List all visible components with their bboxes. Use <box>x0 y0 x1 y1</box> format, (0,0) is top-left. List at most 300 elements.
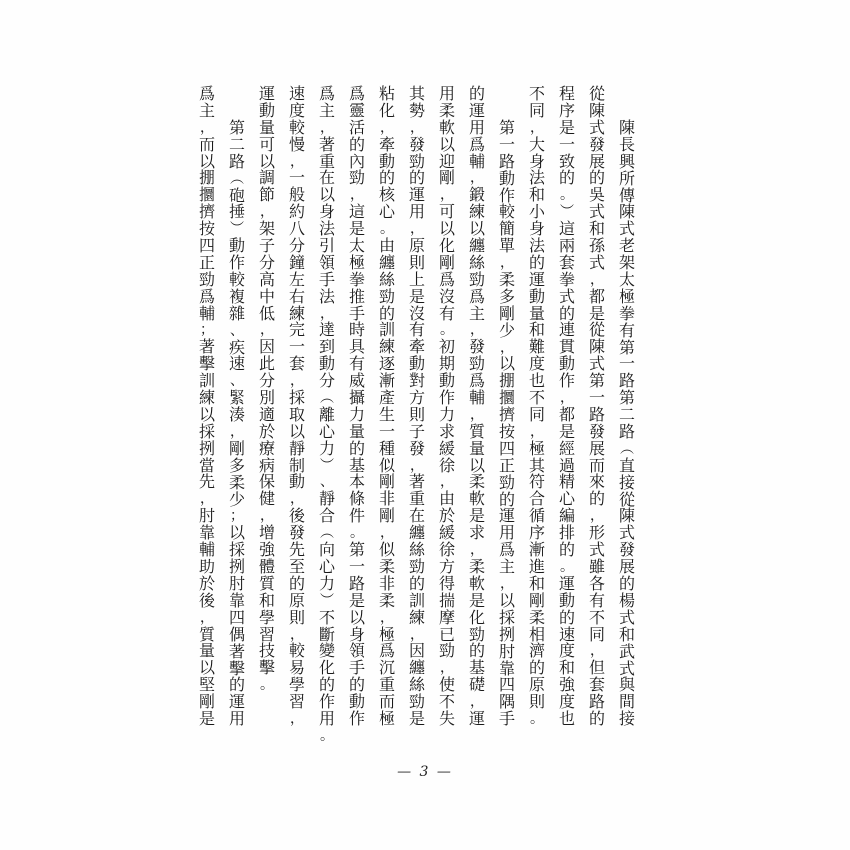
character: 的 <box>378 303 395 323</box>
character: 本 <box>348 472 365 492</box>
character: ， <box>440 187 454 204</box>
character: 的 <box>528 252 545 272</box>
character: 用 <box>438 84 455 103</box>
character: 於 <box>438 506 455 526</box>
character: 種 <box>378 438 395 458</box>
character: 重 <box>408 489 425 509</box>
character: 不 <box>528 84 545 103</box>
character: 爲 <box>318 84 335 103</box>
character: 於 <box>198 573 215 593</box>
character: 的 <box>288 573 305 593</box>
character: 訓 <box>408 590 425 610</box>
character: 擠 <box>198 202 215 222</box>
character: 取 <box>288 404 305 424</box>
character: 一 <box>558 134 575 154</box>
character: 制 <box>288 455 305 475</box>
character: 鐘 <box>288 252 305 272</box>
character: ， <box>500 339 514 356</box>
character: 基 <box>348 455 365 475</box>
character: 排 <box>558 523 575 543</box>
character: ︵ <box>620 440 634 457</box>
character: 從 <box>588 84 605 103</box>
character: 和 <box>528 573 545 593</box>
character: ， <box>470 170 484 187</box>
character: 主 <box>198 100 215 120</box>
character: ︵ <box>230 170 244 187</box>
character: 剛 <box>528 590 545 610</box>
character: 攌 <box>198 185 215 205</box>
character: 期 <box>438 354 455 374</box>
character: 正 <box>198 252 215 272</box>
character: 四 <box>498 675 515 695</box>
character: 的 <box>468 84 485 103</box>
character: ， <box>470 694 484 711</box>
character: 以 <box>288 421 305 441</box>
text-column <box>252 86 282 731</box>
character: 和 <box>558 658 575 678</box>
character: 爲 <box>198 84 215 103</box>
character: 形 <box>588 523 605 543</box>
character: 訓 <box>198 371 215 391</box>
character: 循 <box>528 506 545 526</box>
vertical-text-body <box>192 84 642 744</box>
character: 先 <box>198 472 215 492</box>
character: 勁 <box>408 692 425 712</box>
character: 威 <box>348 371 365 391</box>
character: 接 <box>618 709 635 729</box>
character: 速 <box>228 354 245 374</box>
character: 揣 <box>438 590 455 610</box>
character: ， <box>290 626 304 643</box>
text-column <box>552 86 582 731</box>
character: 的 <box>528 658 545 678</box>
character: 靠 <box>228 590 245 610</box>
character: 主 <box>318 100 335 120</box>
character: 勁 <box>468 354 485 374</box>
character: 是 <box>348 590 365 610</box>
character: 條 <box>348 489 365 509</box>
character: 雜 <box>228 303 245 323</box>
character: 較 <box>288 641 305 661</box>
character: 離 <box>318 404 335 424</box>
character: ， <box>380 525 394 542</box>
character: 輔 <box>468 388 485 408</box>
character: 至 <box>288 556 305 576</box>
character: 纏 <box>408 658 425 678</box>
character: ， <box>200 119 214 136</box>
character: 難 <box>528 337 545 357</box>
character: 小 <box>528 202 545 222</box>
character: 連 <box>558 320 575 340</box>
character: 是 <box>558 421 575 441</box>
character: 靈 <box>348 100 365 120</box>
character: 陳 <box>588 337 605 357</box>
character: 多 <box>498 286 515 306</box>
character: ， <box>320 305 334 322</box>
character: 原 <box>408 236 425 256</box>
character: 。 <box>320 727 334 744</box>
character: 法 <box>318 286 335 306</box>
character: 力 <box>438 404 455 424</box>
text-column <box>432 86 462 731</box>
character: 作 <box>558 371 575 391</box>
character: 心 <box>318 421 335 441</box>
character: 第 <box>228 118 245 137</box>
character: 以 <box>228 523 245 543</box>
character: 摩 <box>438 607 455 627</box>
character: 輔 <box>198 303 215 323</box>
character: 路 <box>618 371 635 391</box>
character: 拳 <box>558 269 575 289</box>
character: 活 <box>348 117 365 137</box>
character: 粘 <box>378 84 395 103</box>
character: 捶 <box>228 202 245 222</box>
character: 動 <box>528 286 545 306</box>
character: 練 <box>378 337 395 357</box>
character: 其 <box>528 455 545 475</box>
character: 攌 <box>498 388 515 408</box>
text-column <box>612 86 642 765</box>
character: 化 <box>438 236 455 256</box>
character: 這 <box>558 219 575 239</box>
character: 第 <box>618 337 635 357</box>
character: 路 <box>588 692 605 712</box>
character: 作 <box>498 185 515 205</box>
character: 用 <box>498 523 515 543</box>
character: 二 <box>228 134 245 154</box>
character: 二 <box>618 405 635 425</box>
character: 運 <box>408 185 425 205</box>
character: 心 <box>558 489 575 509</box>
character: 習 <box>258 624 275 644</box>
character: 套 <box>558 252 575 272</box>
character: 基 <box>468 658 485 678</box>
character: 具 <box>348 337 365 357</box>
character: 徐 <box>438 455 455 475</box>
character: 緊 <box>228 388 245 408</box>
character: 柔 <box>528 607 545 627</box>
character: 式 <box>588 540 605 560</box>
character: 以 <box>438 134 455 154</box>
character: 展 <box>588 151 605 171</box>
character: 展 <box>618 557 635 577</box>
character: 偶 <box>228 624 245 644</box>
character: 勁 <box>438 641 455 661</box>
character: 採 <box>288 388 305 408</box>
character: 已 <box>438 624 455 644</box>
character: 初 <box>438 337 455 357</box>
character: ， <box>470 322 484 339</box>
character: 運 <box>228 692 245 712</box>
character: ， <box>500 255 514 272</box>
character: 、 <box>320 474 334 491</box>
character: 練 <box>288 303 305 323</box>
character: 度 <box>528 354 545 374</box>
character: 後 <box>198 590 215 610</box>
character: 式 <box>588 252 605 272</box>
character: 勁 <box>198 269 215 289</box>
character: ， <box>590 643 604 660</box>
character: 與 <box>618 675 635 695</box>
character: 增 <box>258 523 275 543</box>
character: 而 <box>198 134 215 154</box>
character: 展 <box>588 438 605 458</box>
character: 用 <box>468 117 485 137</box>
character: 的 <box>558 168 575 188</box>
character: 心 <box>318 556 335 576</box>
character: 練 <box>198 388 215 408</box>
character: 擊 <box>198 354 215 374</box>
character: 湊 <box>228 405 245 425</box>
character: 肘 <box>198 506 215 526</box>
character: 四 <box>498 438 515 458</box>
character: ， <box>470 406 484 423</box>
character: 內 <box>348 151 365 171</box>
character: 路 <box>618 422 635 442</box>
character: 的 <box>558 303 575 323</box>
character: 高 <box>258 269 275 289</box>
character: 是 <box>348 219 365 239</box>
character: 纏 <box>378 252 395 272</box>
character: 的 <box>408 573 425 593</box>
character: 長 <box>618 134 635 154</box>
character: 大 <box>528 134 545 154</box>
character: 易 <box>288 658 305 678</box>
character: 砲 <box>228 185 245 205</box>
character: 節 <box>258 185 275 205</box>
character: 套 <box>588 675 605 695</box>
character: 武 <box>618 641 635 661</box>
character: 低 <box>258 303 275 323</box>
character: 以 <box>198 658 215 678</box>
character: 牽 <box>378 134 395 154</box>
character: 動 <box>318 354 335 374</box>
character: 但 <box>588 658 605 678</box>
character: 按 <box>198 219 215 239</box>
character: 挒 <box>498 624 515 644</box>
character: 動 <box>438 371 455 391</box>
character: 使 <box>438 675 455 695</box>
character: 的 <box>558 607 575 627</box>
character: 量 <box>348 421 365 441</box>
character: 。 <box>440 322 454 339</box>
character: 分 <box>258 371 275 391</box>
character: 都 <box>588 286 605 306</box>
character: 徐 <box>438 540 455 560</box>
character: 拳 <box>348 269 365 289</box>
character: 作 <box>438 388 455 408</box>
character: 用 <box>318 708 335 728</box>
character: 調 <box>258 168 275 188</box>
character: 發 <box>408 438 425 458</box>
character: 度 <box>558 692 575 712</box>
character: 速 <box>288 84 305 103</box>
character: 同 <box>528 100 545 120</box>
character: 剛 <box>198 692 215 712</box>
character: 推 <box>348 286 365 306</box>
character: 路 <box>498 151 515 171</box>
character: 件 <box>348 506 365 526</box>
character: 經 <box>558 438 575 458</box>
character: 式 <box>618 658 635 678</box>
character: 度 <box>558 641 575 661</box>
character: 化 <box>468 607 485 627</box>
character: 得 <box>438 573 455 593</box>
character: 以 <box>198 404 215 424</box>
character: 輔 <box>468 151 485 171</box>
character: 爲 <box>468 286 485 306</box>
character: 量 <box>468 438 485 458</box>
character: 編 <box>558 506 575 526</box>
character: ， <box>200 609 214 626</box>
character: 有 <box>618 320 635 340</box>
character: 擊 <box>258 658 275 678</box>
character: 練 <box>408 607 425 627</box>
text-column <box>462 86 492 731</box>
character: ； <box>230 508 244 525</box>
character: 疾 <box>228 337 245 357</box>
character: 而 <box>588 455 605 475</box>
character: 則 <box>408 404 425 424</box>
character: 的 <box>408 168 425 188</box>
character: 不 <box>438 692 455 712</box>
character: 有 <box>588 590 605 610</box>
character: 來 <box>588 472 605 492</box>
character: 心 <box>378 202 395 222</box>
character: 軟 <box>468 573 485 593</box>
character: 靜 <box>288 438 305 458</box>
character: 強 <box>558 675 575 695</box>
character: 、 <box>230 373 244 390</box>
character: 訓 <box>378 320 395 340</box>
character: 八 <box>288 219 305 239</box>
character: 挒 <box>228 557 245 577</box>
character: 可 <box>438 202 455 222</box>
character: 身 <box>318 202 335 222</box>
character: 動 <box>258 100 275 120</box>
character: 絲 <box>378 269 395 289</box>
character: 運 <box>498 506 515 526</box>
character: ， <box>260 322 274 339</box>
text-column <box>282 86 312 731</box>
character: 的 <box>588 708 605 728</box>
character: 則 <box>288 607 305 627</box>
character: 的 <box>588 168 605 188</box>
character: 也 <box>528 371 545 391</box>
character: 斷 <box>318 624 335 644</box>
character: 病 <box>258 455 275 475</box>
character: 極 <box>528 438 545 458</box>
character: 是 <box>558 117 575 137</box>
character: 絲 <box>408 540 425 560</box>
character: 擊 <box>228 658 245 678</box>
character: 一 <box>348 556 365 576</box>
character: 雖 <box>588 556 605 576</box>
character: 纏 <box>408 523 425 543</box>
character: 運 <box>468 708 485 728</box>
character: 發 <box>468 337 485 357</box>
character: 按 <box>498 422 515 442</box>
character: 作 <box>348 708 365 728</box>
character: 柔 <box>468 556 485 576</box>
character: 運 <box>558 573 575 593</box>
character: 量 <box>198 641 215 661</box>
character: 保 <box>258 472 275 492</box>
character: 動 <box>348 692 365 712</box>
character: 簡 <box>498 219 515 239</box>
character: 一 <box>498 134 515 154</box>
character: 採 <box>498 607 515 627</box>
character: ， <box>440 474 454 491</box>
character: 堅 <box>198 675 215 695</box>
character: ， <box>200 491 214 508</box>
character: 單 <box>498 236 515 256</box>
character: 極 <box>618 286 635 306</box>
character: 的 <box>498 489 515 509</box>
character: 柔 <box>438 100 455 120</box>
character: 的 <box>468 641 485 661</box>
character: 柔 <box>378 590 395 610</box>
character: 是 <box>468 590 485 610</box>
character: 動 <box>498 168 515 188</box>
character: 老 <box>618 236 635 256</box>
character: 致 <box>558 151 575 171</box>
character: 求 <box>438 421 455 441</box>
character: ︵ <box>320 390 334 407</box>
character: 而 <box>378 692 395 712</box>
text-column <box>402 86 432 731</box>
character: 動 <box>558 590 575 610</box>
character: 纏 <box>468 236 485 256</box>
character: 柔 <box>378 556 395 576</box>
character: ， <box>410 221 424 238</box>
character: 攝 <box>348 388 365 408</box>
character: 採 <box>198 421 215 441</box>
character: ， <box>260 508 274 525</box>
character: 以 <box>198 151 215 171</box>
character: 力 <box>348 404 365 424</box>
character: 進 <box>528 556 545 576</box>
character: 各 <box>588 573 605 593</box>
character: 漸 <box>528 540 545 560</box>
character: 第 <box>498 118 515 137</box>
character: 沒 <box>408 303 425 323</box>
character: 以 <box>348 607 365 627</box>
character: 速 <box>558 624 575 644</box>
character: 運 <box>468 100 485 120</box>
character: 靠 <box>198 523 215 543</box>
character: 掤 <box>198 168 215 188</box>
character: 較 <box>288 117 305 137</box>
character: 發 <box>288 523 305 543</box>
character: 發 <box>408 134 425 154</box>
character: 著 <box>228 641 245 661</box>
character: 因 <box>258 337 275 357</box>
character: 路 <box>348 573 365 593</box>
character: 的 <box>348 675 365 695</box>
character: 健 <box>258 489 275 509</box>
character: 一 <box>588 388 605 408</box>
character: 一 <box>288 337 305 357</box>
character: 質 <box>468 421 485 441</box>
character: 因 <box>408 641 425 661</box>
character: 和 <box>528 320 545 340</box>
character: ， <box>410 457 424 474</box>
character: ， <box>590 271 604 288</box>
character: 的 <box>588 489 605 509</box>
character: 肘 <box>228 574 245 594</box>
character: 極 <box>378 708 395 728</box>
